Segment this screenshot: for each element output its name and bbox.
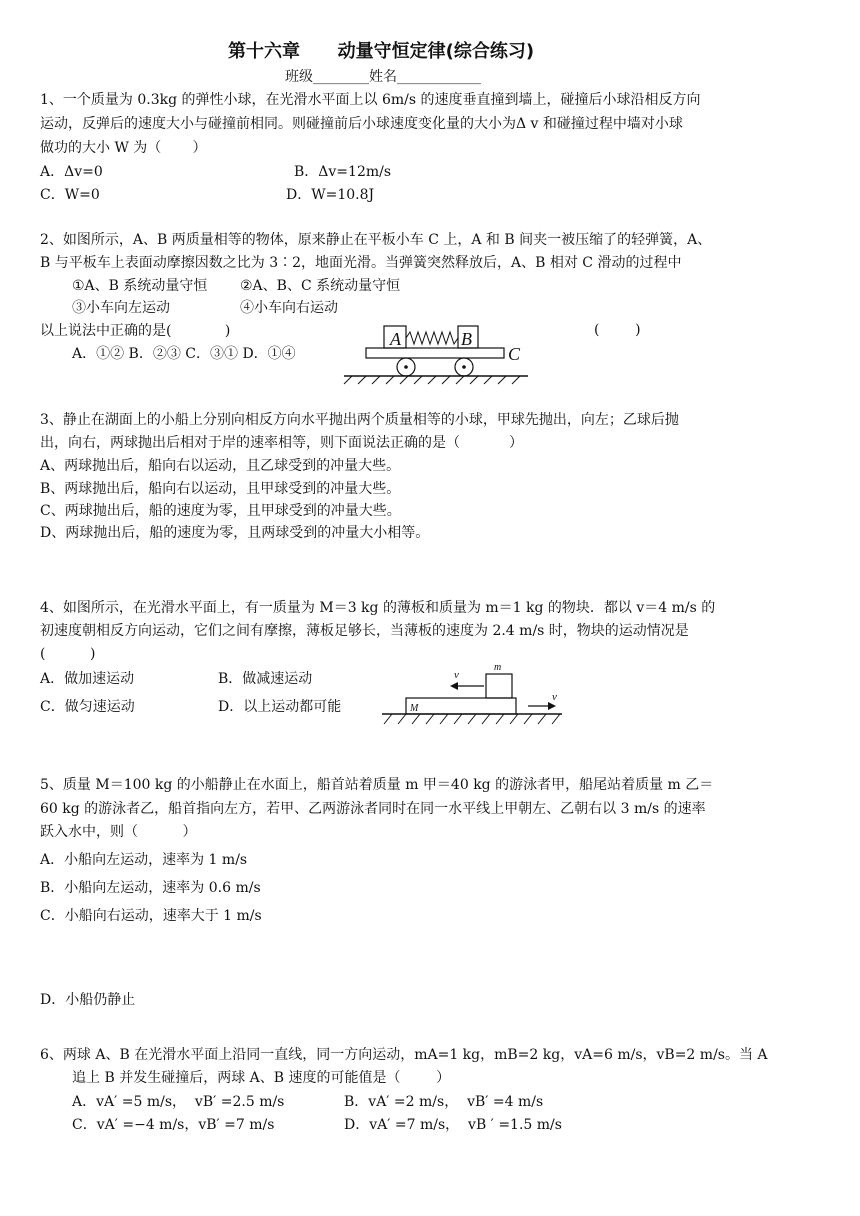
q3-line-1: 3、静止在湖面上的小船上分别向相反方向水平抛出两个质量相等的小球，甲球先抛出，向左；乙球后抛 — [40, 412, 679, 428]
plank-M — [406, 698, 516, 714]
q1-option-c: C．W=0 — [40, 187, 100, 203]
q2-cart-figure — [340, 322, 540, 382]
q4-line-1: 4、如图所示，在光滑水平面上，有一质量为 M＝3 kg 的薄板和质量为 m＝1 kg 的物块．都以 v＝4 m/s 的 — [40, 600, 716, 616]
q2-statement-4: ④小车向右运动 — [240, 300, 338, 316]
q5-option-b: B．小船向左运动，速率为 0.6 m/s — [40, 880, 261, 896]
q4-option-d: D．以上运动都可能 — [218, 699, 342, 715]
block-m-label: m — [494, 662, 502, 673]
q2-statement-3: ③小车向左运动 — [72, 300, 170, 316]
q5-option-a: A．小船向左运动，速率为 1 m/s — [40, 852, 248, 868]
block-velocity-arrowhead — [450, 682, 458, 690]
cart-plate — [366, 348, 504, 358]
q5-line-3: 跃入水中，则（ ） — [40, 824, 197, 840]
plank-velocity-label: v — [552, 691, 557, 703]
plank-velocity-arrowhead — [548, 702, 556, 710]
q5-option-c: C．小船向右运动，速率大于 1 m/s — [40, 908, 262, 924]
q3-option-b: B、两球抛出后，船向右以运动，且甲球受到的冲量大些。 — [40, 481, 401, 497]
q1-option-b: B．Δv=12m/s — [294, 164, 392, 180]
wheel-right-hub — [462, 365, 466, 369]
q2-choices: A．①② B．②③ C．③① D．①④ — [72, 346, 296, 362]
q5-line-1: 5、质量 M＝100 kg 的小船静止在水面上，船首站着质量 m 甲＝40 kg 的游泳者甲，船尾站着质量 m 乙＝ — [40, 777, 714, 793]
q3-option-d: D、两球抛出后，船的速度为零，且两球受到的冲量大小相等。 — [40, 525, 430, 541]
q1-line-3: 做功的大小 W 为（ ） — [40, 140, 207, 156]
plank-M-label: M — [410, 703, 419, 714]
q6-option-c: C．vA′ =−4 m/s，vB′ =7 m/s — [72, 1117, 275, 1133]
q4-ground-hatching — [384, 714, 560, 724]
q5-option-d: D．小船仍静止 — [40, 992, 136, 1008]
q1-line-1: 1、一个质量为 0.3kg 的弹性小球，在光滑水平面上以 6m/s 的速度垂直撞到墙上，碰撞后小球沿相反方向 — [40, 92, 701, 108]
block-m — [486, 674, 512, 698]
q3-option-a: A、两球抛出后，船向右以运动，且乙球受到的冲量大些。 — [40, 458, 401, 474]
q6-option-d: D．vA′ =7 m/s， vB ′ =1.5 m/s — [344, 1117, 562, 1133]
q4-option-b: B．做减速运动 — [218, 671, 313, 687]
q1-line-2: 运动，反弹后的速度大小与碰撞前相同。则碰撞前后小球速度变化量的大小为Δ v 和碰撞过程中墙对小球 — [40, 116, 683, 132]
q3-line-2: 出，向右，两球抛出后相对于岸的速率相等，则下面说法正确的是（ ） — [40, 435, 523, 451]
block-b-label: B — [461, 329, 472, 349]
q2-statement-2: ②A、B、C 系统动量守恒 — [240, 278, 401, 294]
q2-answer-paren: ( ) — [594, 322, 641, 338]
q1-option-a: A．Δv=0 — [40, 164, 103, 180]
class-name-line: 班级________姓名____________ — [285, 69, 481, 85]
q4-option-c: C．做匀速运动 — [40, 699, 135, 715]
spring — [406, 332, 458, 344]
ground-hatching — [344, 376, 520, 384]
q2-statement-1: ①A、B 系统动量守恒 — [72, 278, 208, 294]
q6-option-a: A．vA′ =5 m/s， vB′ =2.5 m/s — [72, 1094, 285, 1110]
q2-line-2: B 与平板车上表面动摩擦因数之比为 3∶2，地面光滑。当弹簧突然释放后，A、B 相对 C 滑动的过程中 — [40, 255, 682, 271]
q2-line-5: 以上说法中正确的是( ) — [40, 323, 231, 339]
q4-line-3: ( ) — [40, 646, 96, 662]
page-title: 第十六章 动量守恒定律(综合练习) — [228, 41, 535, 62]
block-a-label: A — [390, 329, 401, 349]
wheel-left-hub — [404, 365, 408, 369]
q4-line-2: 初速度朝相反方向运动，它们之间有摩擦，薄板足够长，当薄板的速度为 2.4 m/s 时，物块的运动情况是 — [40, 623, 689, 639]
block-velocity-label: v — [454, 669, 459, 681]
q6-option-b: B．vA′ =2 m/s， vB′ =4 m/s — [344, 1094, 544, 1110]
q6-line-1: 6、两球 A、B 在光滑水平面上沿同一直线，同一方向运动，mA=1 kg，mB=2 kg，vA=6 m/s，vB=2 m/s。当 A — [40, 1047, 768, 1063]
q3-option-c: C、两球抛出后，船的速度为零，且甲球受到的冲量大些。 — [40, 503, 401, 519]
cart-label: C — [508, 344, 521, 364]
q1-option-d: D．W=10.8J — [286, 187, 375, 203]
q4-plank-figure — [376, 660, 566, 730]
q5-line-2: 60 kg 的游泳者乙，船首指向左方，若甲、乙两游泳者同时在同一水平线上甲朝左、乙朝右以 3 m/s 的速率 — [40, 801, 706, 817]
q2-line-1: 2、如图所示，A、B 两质量相等的物体，原来静止在平板小车 C 上，A 和 B 间夹一被压缩了的轻弹簧，A、 — [40, 232, 712, 248]
q6-line-2: 追上 B 并发生碰撞后，两球 A、B 速度的可能值是（ ） — [72, 1070, 451, 1086]
q4-option-a: A．做加速运动 — [40, 671, 135, 687]
